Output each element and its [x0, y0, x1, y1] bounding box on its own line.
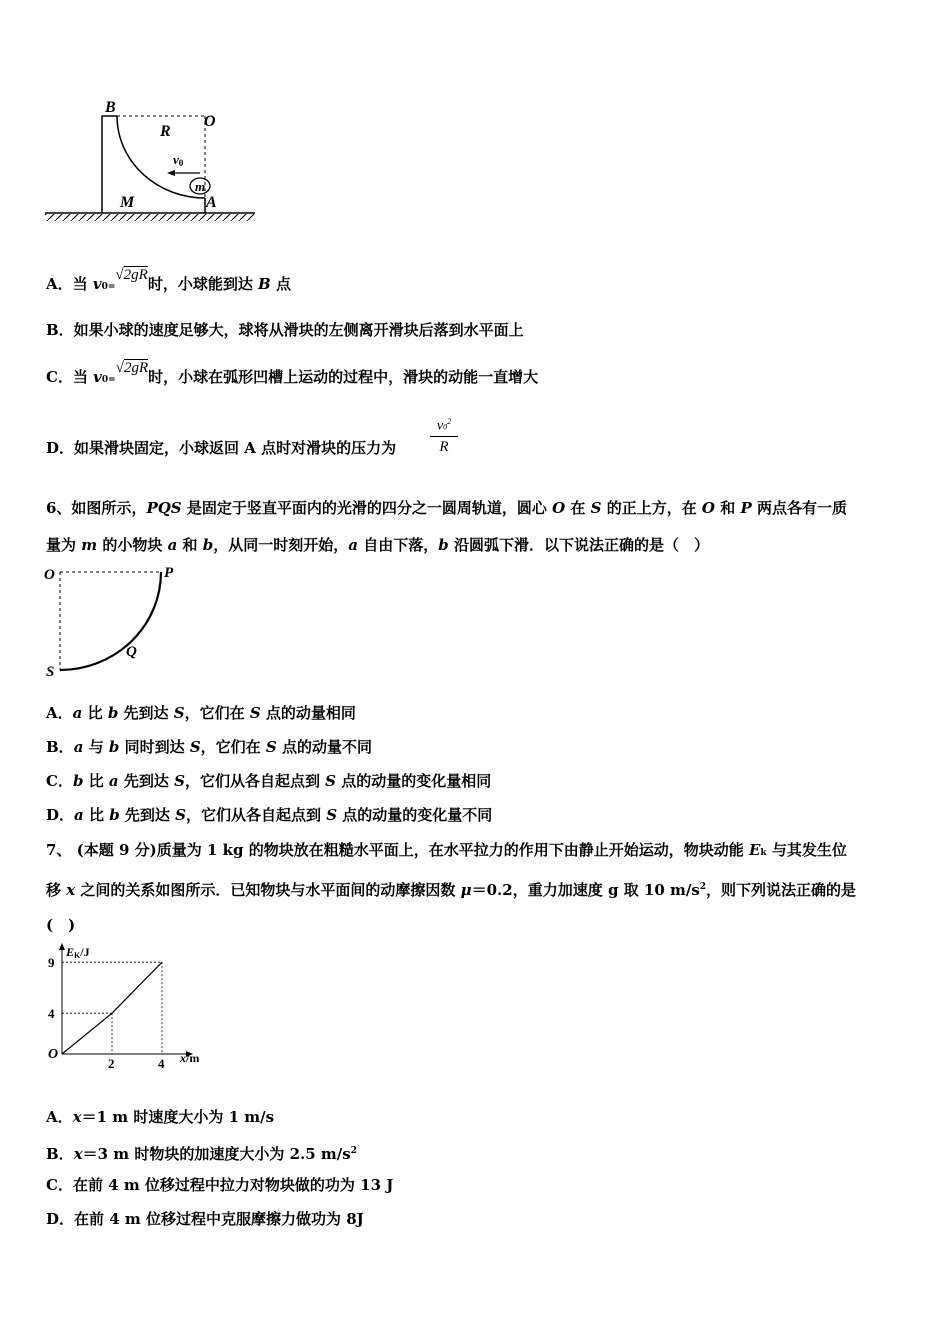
label-O: O [204, 113, 216, 130]
q7-stem-line3: ( ) [46, 916, 76, 934]
origin-label: O [48, 1047, 59, 1062]
label-P: P [164, 565, 174, 581]
x-tick-label-4: 4 [158, 1056, 165, 1068]
q6-option-b[interactable]: B．a 与 b 同时到达 S，它们在 S 点的动量不同 [46, 738, 372, 756]
label-A: A [206, 194, 217, 211]
q5-option-a[interactable]: A．当 v0=√2gR时，小球能到达 B 点 [46, 267, 291, 293]
y-axis-label: EK/J [66, 945, 90, 960]
series-segment-2 [112, 962, 162, 1013]
x-tick-label-2: 2 [108, 1056, 115, 1068]
slider-figure [40, 92, 265, 227]
quarter-circle-figure [40, 560, 190, 685]
ball-label: m [195, 179, 206, 194]
ground-hatch [45, 214, 255, 221]
velocity-arrow-head [167, 170, 175, 176]
label-Q: Q [126, 644, 137, 660]
q7-option-a[interactable]: A．x＝1 m 时速度大小为 1 m/s [46, 1108, 275, 1126]
q6-option-d[interactable]: D．a 比 b 先到达 S，它们从各自起点到 S 点的动量的变化量不同 [46, 806, 493, 824]
q5-option-c[interactable]: C．当 v0=√2gR时，小球在弧形凹槽上运动的过程中，滑块的动能一直增大 [46, 360, 539, 386]
q5-option-b[interactable]: B．如果小球的速度足够大，球将从滑块的左侧离开滑块后落到水平面上 [46, 321, 524, 339]
slider-body [102, 116, 117, 213]
y-tick-label-9: 9 [48, 955, 55, 971]
x-axis-label: x/m [180, 1051, 200, 1065]
q7-option-c[interactable]: C．在前 4 m 位移过程中拉力对物块做的功为 13 J [46, 1176, 394, 1194]
q6-option-a[interactable]: A．a 比 b 先到达 S，它们在 S 点的动量相同 [46, 704, 356, 722]
series-segment-1 [62, 1013, 112, 1054]
q6-stem-line1: 6、如图所示，PQS 是固定于竖直平面内的光滑的四分之一圆周轨道，圆心 O 在 S 的正上方，在 O 和 P 两点各有一质 [46, 499, 847, 517]
label-B: B [105, 99, 116, 116]
track-arc-PQS [60, 572, 161, 670]
q7-option-b[interactable]: B．x＝3 m 时物块的加速度大小为 2.5 $m/s^2$ [46, 1145, 357, 1163]
y-tick-label-4: 4 [48, 1006, 55, 1022]
q6-stem-line2: 量为 m 的小物块 a 和 b，从同一时刻开始，a 自由下落，b 沿圆弧下滑．以下说法正确的是（ ） [46, 536, 709, 554]
v0-label: v0 [173, 152, 184, 168]
q5-option-d[interactable]: D．如果滑块固定，小球返回 A 点时对滑块的压力为 [46, 439, 397, 457]
ek-x-chart [40, 940, 215, 1068]
q7-option-d[interactable]: D．在前 4 m 位移过程中克服摩擦力做功为 8J [46, 1210, 364, 1228]
label-R: R [160, 123, 171, 140]
y-axis-arrow [59, 943, 65, 950]
q6-option-c[interactable]: C．b 比 a 先到达 S，它们从各自起点到 S 点的动量的变化量相同 [46, 772, 492, 790]
label-M: M [120, 194, 135, 211]
label-S: S [46, 664, 55, 680]
q7-stem-line1: 7、 (本题 9 分)质量为 1 kg 的物块放在粗糙水平面上，在水平拉力的作用下由静止开始运动，物块动能 Ek 与其发生位 [46, 841, 847, 859]
q5-d-fraction: $\frac{v0^2}{R}$ [430, 414, 458, 457]
q7-stem-line2: 移 x 之间的关系如图所示．已知物块与水平面间的动摩擦因数 μ＝0.2，重力加速度 g 取 10 $m/s^2$，则下列说法正确的是 [46, 881, 857, 899]
label-O: O [44, 567, 55, 583]
